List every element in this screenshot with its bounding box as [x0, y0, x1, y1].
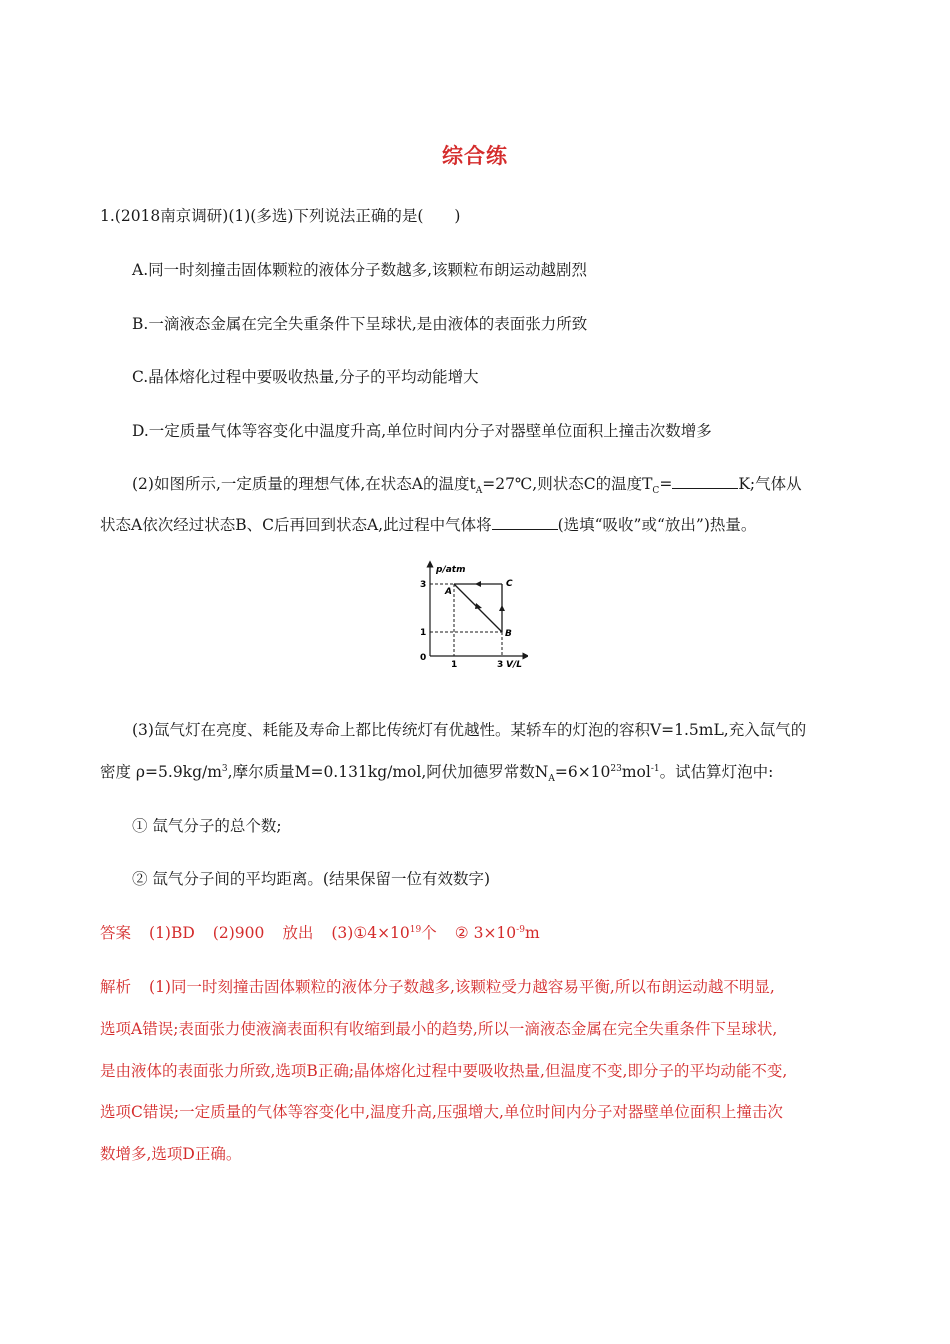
answer-blank-heat[interactable]: [492, 515, 558, 530]
arrow-a-to-b: [475, 603, 482, 609]
page-title: 综合练: [442, 144, 508, 168]
answer-label: 答案: [100, 924, 132, 942]
point-b-label: B: [505, 629, 512, 639]
part3-sup-3: 3: [221, 763, 228, 774]
origin-label: 0: [420, 653, 427, 663]
arrow-c-to-a: [475, 581, 481, 587]
answer-part2b: 放出: [282, 924, 314, 942]
option-a: A.同一时刻撞击固体颗粒的液体分子数越多,该颗粒布朗运动越剧烈: [132, 261, 588, 279]
part3-text-b: ,摩尔质量M=0.131kg/mol,阿伏加德罗常数N: [227, 763, 549, 781]
part2-line2: [100, 514, 756, 536]
pv-diagram-svg: [418, 560, 528, 672]
analysis-line3: 是由液体的表面张力所致,选项B正确;晶体熔化过程中要吸收热量,但温度不变,即分子的平均动能不变,: [100, 1062, 788, 1080]
y-axis-label: p/atm: [436, 565, 466, 575]
part3-line1: (3)氙气灯在亮度、耗能及寿命上都比传统灯有优越性。某轿车的灯泡的容积V=1.5mL,充入氙气的: [132, 721, 807, 739]
analysis-line5: 数增多,选项D正确。: [100, 1145, 242, 1163]
part3-text-a: 密度 ρ=5.9kg/m: [100, 763, 222, 781]
part2-line1: [132, 473, 802, 495]
part2-line2-b: (选填“吸收”或“放出”)热量。: [557, 516, 757, 534]
part2-line2-a: 状态A依次经过状态B、C后再回到状态A,此过程中气体将: [100, 516, 492, 534]
analysis-line1: [100, 976, 775, 998]
part2-sub-a: A: [475, 486, 483, 497]
part2-text-d: K;气体从: [738, 475, 802, 493]
pv-diagram: [418, 560, 528, 676]
part3-text-d: mol: [621, 763, 651, 781]
answer-part2: (2)900: [212, 924, 265, 942]
option-d: D.一定质量气体等容变化中温度升高,单位时间内分子对器壁单位面积上撞击次数增多: [132, 422, 712, 440]
answer-line: [100, 922, 540, 944]
answer-blank-temperature[interactable]: [672, 474, 738, 489]
part3-text-c: =6×10: [554, 763, 611, 781]
x-axis-label: V/L: [506, 660, 522, 670]
answer-part3d: m: [524, 924, 540, 942]
answer-part3a: (3)①4×10: [331, 924, 410, 942]
part2-text-c: =: [659, 475, 673, 493]
part2-text-a: (2)如图所示,一定质量的理想气体,在状态A的温度t: [132, 475, 476, 493]
answer-part3c: ② 3×10: [454, 924, 517, 942]
part2-sub-c: C: [652, 486, 660, 497]
part2-text-b: =27℃,则状态C的温度T: [482, 475, 653, 493]
answer-part1: (1)BD: [149, 924, 195, 942]
option-c: C.晶体熔化过程中要吸收热量,分子的平均动能增大: [132, 368, 479, 386]
option-b: B.一滴液态金属在完全失重条件下呈球状,是由液体的表面张力所致: [132, 315, 588, 333]
point-c-label: C: [506, 579, 513, 589]
y-tick-3: 3: [420, 580, 427, 590]
answer-sup-19: 19: [409, 924, 422, 935]
analysis-line2: 选项A错误;表面张力使液滴表面积有收缩到最小的趋势,所以一滴液态金属在完全失重条件下呈球状,: [100, 1020, 778, 1038]
analysis-line4: 选项C错误;一定质量的气体等容变化中,温度升高,压强增大,单位时间内分子对器壁单位面积上撞击次: [100, 1103, 783, 1121]
part3-sup-m1: -1: [650, 763, 660, 774]
x-tick-3: 3: [497, 660, 504, 670]
point-a-label: A: [445, 587, 452, 597]
part3-sup-23: 23: [610, 763, 622, 774]
part3-text-e: 。试估算灯泡中:: [659, 763, 774, 781]
sub-question-1: ① 氙气分子的总个数;: [132, 817, 282, 835]
x-tick-1: 1: [451, 660, 458, 670]
answer-part3b: 个: [421, 924, 437, 942]
y-tick-1: 1: [420, 628, 427, 638]
arrow-b-to-c: [499, 605, 505, 611]
answer-sup-m9: -9: [516, 924, 525, 935]
part3-line2: [100, 761, 773, 783]
sub-question-2: ② 氙气分子间的平均距离。(结果保留一位有效数字): [132, 870, 491, 888]
analysis-label: 解析: [100, 978, 132, 996]
analysis-text-1: (1)同一时刻撞击固体颗粒的液体分子数越多,该颗粒受力越容易平衡,所以布朗运动越不明显,: [149, 978, 775, 996]
part3-sub-a: A: [548, 774, 555, 785]
question-stem: 1.(2018南京调研)(1)(多选)下列说法正确的是( ): [100, 207, 461, 225]
